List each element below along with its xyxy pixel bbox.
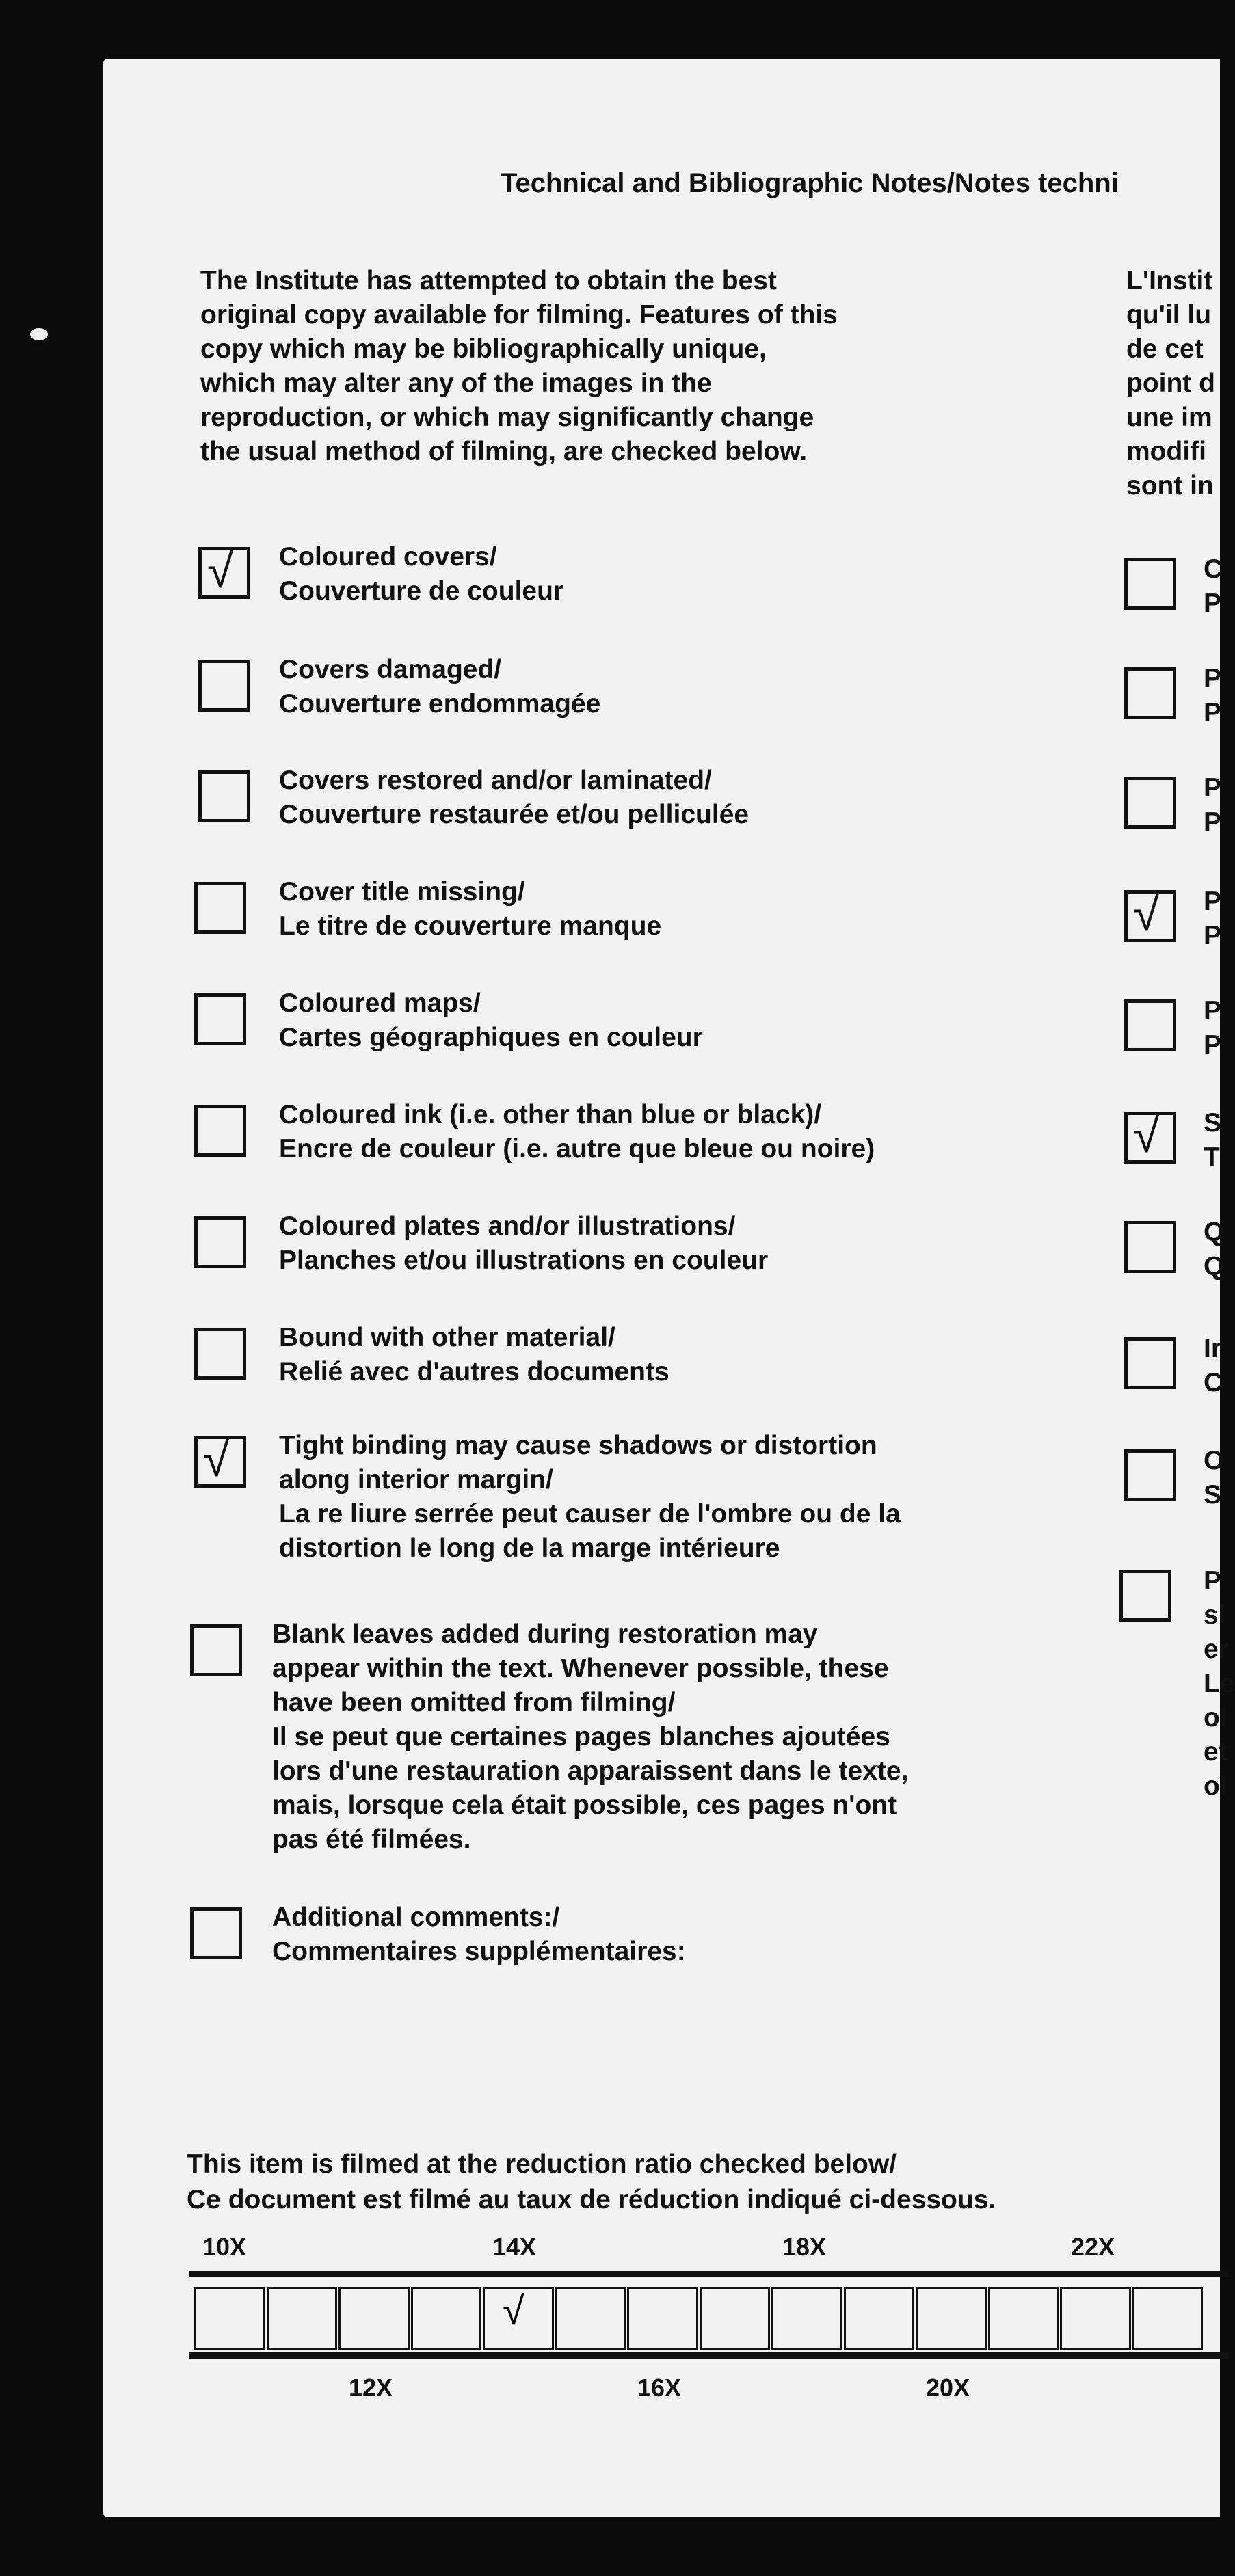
check-mark-icon: √ bbox=[203, 1433, 230, 1486]
checkbox[interactable] bbox=[1124, 1449, 1176, 1501]
checklist-label-line: have been omitted from filming/ bbox=[272, 1688, 676, 1717]
checklist-label-line: C bbox=[1204, 554, 1223, 584]
checklist-label bbox=[279, 1429, 901, 1566]
checklist-label bbox=[279, 764, 749, 832]
ratio-label: 16X bbox=[637, 2374, 682, 2402]
intro-line: L'Instit bbox=[1126, 266, 1213, 295]
checklist-label bbox=[272, 1618, 908, 1857]
checklist-label-line: P bbox=[1204, 773, 1222, 803]
checklist-label-line: Q bbox=[1204, 1252, 1225, 1281]
checkbox[interactable] bbox=[194, 993, 246, 1045]
checklist-label-line: P bbox=[1204, 1030, 1222, 1060]
ratio-cell[interactable] bbox=[1132, 2287, 1204, 2350]
checklist-label-line: Bound with other material/ bbox=[279, 1323, 615, 1352]
checklist-label bbox=[1204, 1332, 1223, 1400]
checklist-label-line: pas été filmées. bbox=[272, 1825, 471, 1854]
checklist-label bbox=[1204, 1444, 1224, 1512]
checklist-label-line: P bbox=[1204, 887, 1222, 916]
checklist-label-line: Couverture restaurée et/ou pelliculée bbox=[279, 800, 749, 829]
checklist-label-line: Couverture endommagée bbox=[279, 689, 601, 719]
intro-line: sont in bbox=[1126, 471, 1214, 500]
checklist-label bbox=[279, 987, 703, 1055]
checklist-label-line: er bbox=[1204, 1635, 1229, 1664]
checkbox[interactable] bbox=[1124, 999, 1176, 1051]
checklist-label bbox=[272, 1901, 686, 1969]
check-mark-icon: √ bbox=[1133, 887, 1160, 941]
checklist-label-line: Coloured covers/ bbox=[279, 542, 497, 572]
checklist-label bbox=[1204, 552, 1223, 621]
checklist-label bbox=[1204, 994, 1221, 1062]
ratio-cell[interactable] bbox=[627, 2287, 698, 2350]
reduction-note-fr: Ce document est filmé au taux de réduction indiqué ci-dessous. bbox=[187, 2185, 996, 2214]
checklist-label bbox=[1204, 885, 1221, 953]
checklist-label-line: Planches et/ou illustrations en couleur bbox=[279, 1246, 769, 1275]
ratio-cell[interactable] bbox=[338, 2287, 410, 2350]
reduction-note-en: This item is filmed at the reduction ratio checked below/ bbox=[187, 2149, 897, 2179]
checklist-label-line: Le titre de couverture manque bbox=[279, 911, 662, 941]
checklist-label-line: Coloured maps/ bbox=[279, 989, 481, 1018]
film-speck bbox=[30, 328, 48, 340]
checkbox[interactable] bbox=[198, 660, 250, 712]
checklist-label-line: C bbox=[1204, 1368, 1223, 1397]
ratio-label: 22X bbox=[1071, 2233, 1115, 2261]
intro-line: original copy available for filming. Features of this bbox=[200, 300, 838, 330]
checklist-label-line: sl bbox=[1204, 1600, 1226, 1630]
checklist-label-line: Ir bbox=[1204, 1334, 1222, 1363]
intro-line: une im bbox=[1126, 403, 1212, 432]
checkbox[interactable] bbox=[198, 544, 250, 599]
checklist-label bbox=[279, 875, 661, 943]
checklist-label-line: La re liure serrée peut causer de l'ombre ou de la bbox=[279, 1499, 901, 1529]
checklist-label-line: Encre de couleur (i.e. autre que bleue ou noire) bbox=[279, 1134, 875, 1164]
ratio-label: 10X bbox=[202, 2233, 247, 2261]
checkbox[interactable] bbox=[1124, 777, 1176, 829]
ratio-cell[interactable] bbox=[1060, 2287, 1131, 2350]
checklist-label-line: T bbox=[1204, 1142, 1220, 1172]
ratio-cell[interactable] bbox=[988, 2287, 1059, 2350]
checkbox[interactable] bbox=[194, 1216, 246, 1268]
checklist-label bbox=[1204, 1564, 1235, 1803]
ratio-cell[interactable] bbox=[916, 2287, 987, 2350]
ratio-cell[interactable] bbox=[483, 2287, 554, 2350]
checklist-label-line: Cover title missing/ bbox=[279, 877, 525, 907]
ratio-cell[interactable] bbox=[700, 2287, 771, 2350]
intro-line: modifi bbox=[1126, 437, 1206, 466]
checklist-label-line: Blank leaves added during restoration may bbox=[272, 1620, 818, 1649]
checklist-label-line: ol bbox=[1204, 1771, 1227, 1801]
checklist-label-line: distortion le long de la marge intérieure bbox=[279, 1533, 780, 1563]
ratio-cell[interactable] bbox=[844, 2287, 915, 2350]
intro-paragraph bbox=[200, 264, 973, 469]
ratio-label: 18X bbox=[782, 2233, 827, 2261]
checkbox[interactable] bbox=[1124, 1337, 1176, 1389]
checkbox[interactable] bbox=[190, 1907, 242, 1959]
intro-line: which may alter any of the images in the bbox=[200, 368, 712, 398]
checklist-label-line: Covers damaged/ bbox=[279, 655, 502, 684]
checklist-label-line: Additional comments:/ bbox=[272, 1903, 560, 1932]
ratio-cell[interactable] bbox=[411, 2287, 482, 2350]
check-mark-icon: √ bbox=[1133, 1109, 1160, 1162]
checklist-label bbox=[279, 1321, 669, 1389]
checklist-label-line: Il se peut que certaines pages blanches ajoutées bbox=[272, 1722, 890, 1752]
intro-line: the usual method of filming, are checked below. bbox=[200, 437, 808, 466]
checkbox[interactable] bbox=[194, 882, 246, 934]
intro-line: The Institute has attempted to obtain the best bbox=[200, 266, 777, 295]
checklist-label-line: Coloured plates and/or illustrations/ bbox=[279, 1211, 736, 1241]
checklist-label bbox=[1204, 771, 1221, 840]
document-sheet bbox=[103, 59, 1235, 2517]
checklist-label bbox=[279, 1209, 768, 1278]
checkbox[interactable] bbox=[198, 770, 250, 822]
checklist-label-line: et bbox=[1204, 1737, 1227, 1767]
checkbox[interactable] bbox=[1119, 1570, 1171, 1622]
checkbox[interactable] bbox=[1124, 1109, 1176, 1164]
ratio-cell[interactable] bbox=[771, 2287, 842, 2350]
checklist-label bbox=[1204, 1106, 1221, 1175]
reduction-ratio-scale bbox=[189, 2271, 1228, 2359]
checklist-label-line: P bbox=[1204, 664, 1222, 693]
ratio-cell[interactable] bbox=[194, 2287, 265, 2350]
intro-line: qu'il lu bbox=[1126, 300, 1212, 330]
checklist-label-line: P bbox=[1204, 807, 1222, 837]
ratio-label: 12X bbox=[349, 2374, 393, 2402]
checklist-label-line: P bbox=[1204, 698, 1222, 727]
checkbox[interactable] bbox=[1124, 1221, 1176, 1273]
checklist-label-line: P bbox=[1204, 589, 1222, 618]
checkbox[interactable] bbox=[1124, 558, 1176, 610]
checklist-label-line: along interior margin/ bbox=[279, 1465, 553, 1494]
ratio-cell[interactable] bbox=[555, 2287, 626, 2350]
checklist-label-line: Commentaires supplémentaires: bbox=[272, 1937, 686, 1966]
intro-line: point d bbox=[1126, 368, 1215, 398]
checklist-label-line: P bbox=[1204, 1566, 1222, 1596]
intro-line: de cet bbox=[1126, 334, 1204, 364]
checklist-label-line: Covers restored and/or laminated/ bbox=[279, 766, 712, 795]
checklist-label-line: ol bbox=[1204, 1703, 1227, 1732]
checklist-label-line: Q bbox=[1204, 1218, 1225, 1247]
checklist-label-line: Coloured ink (i.e. other than blue or black)/ bbox=[279, 1100, 822, 1129]
reduction-note bbox=[187, 2147, 996, 2218]
page-title: Technical and Bibliographic Notes/Notes techni bbox=[501, 168, 1119, 198]
intro-line: copy which may be bibliographically unique, bbox=[200, 334, 767, 364]
checkbox[interactable] bbox=[194, 1433, 246, 1488]
checklist-label-line: Le bbox=[1204, 1669, 1235, 1698]
checklist-label-line: P bbox=[1204, 921, 1222, 950]
checklist-label bbox=[279, 540, 563, 608]
checkbox[interactable] bbox=[1124, 887, 1176, 942]
checklist-label-line: Cartes géographiques en couleur bbox=[279, 1023, 703, 1052]
checkbox[interactable] bbox=[1124, 667, 1176, 719]
checklist-label-line: Couverture de couleur bbox=[279, 576, 564, 606]
checklist-label-line: O bbox=[1204, 1446, 1225, 1475]
checklist-label-line: appear within the text. Whenever possible, these bbox=[272, 1654, 889, 1683]
checklist-label-line: S bbox=[1204, 1480, 1222, 1510]
checklist-label bbox=[279, 1098, 875, 1166]
checklist-label-line: P bbox=[1204, 996, 1222, 1025]
checklist-label bbox=[1204, 662, 1221, 730]
intro-paragraph-fr bbox=[1126, 264, 1215, 503]
checklist-label bbox=[1204, 1216, 1224, 1284]
checklist-label-line: lors d'une restauration apparaissent dans le texte, bbox=[272, 1756, 909, 1786]
checklist-label-line: S bbox=[1204, 1108, 1222, 1138]
checkbox[interactable] bbox=[194, 1328, 246, 1380]
checklist-label-line: mais, lorsque cela était possible, ces pages n'ont bbox=[272, 1790, 897, 1820]
checkbox[interactable] bbox=[194, 1105, 246, 1157]
checklist-label bbox=[279, 653, 600, 721]
checkbox[interactable] bbox=[190, 1624, 242, 1676]
checklist-label-line: Relié avec d'autres documents bbox=[279, 1357, 669, 1386]
intro-line: reproduction, or which may significantly change bbox=[200, 403, 814, 432]
ratio-label: 20X bbox=[926, 2374, 970, 2402]
ratio-cell[interactable] bbox=[267, 2287, 338, 2350]
ratio-label: 14X bbox=[492, 2233, 537, 2261]
checklist-label-line: Tight binding may cause shadows or distortion bbox=[279, 1431, 877, 1460]
check-mark-icon: √ bbox=[503, 2289, 524, 2333]
check-mark-icon: √ bbox=[207, 544, 234, 598]
